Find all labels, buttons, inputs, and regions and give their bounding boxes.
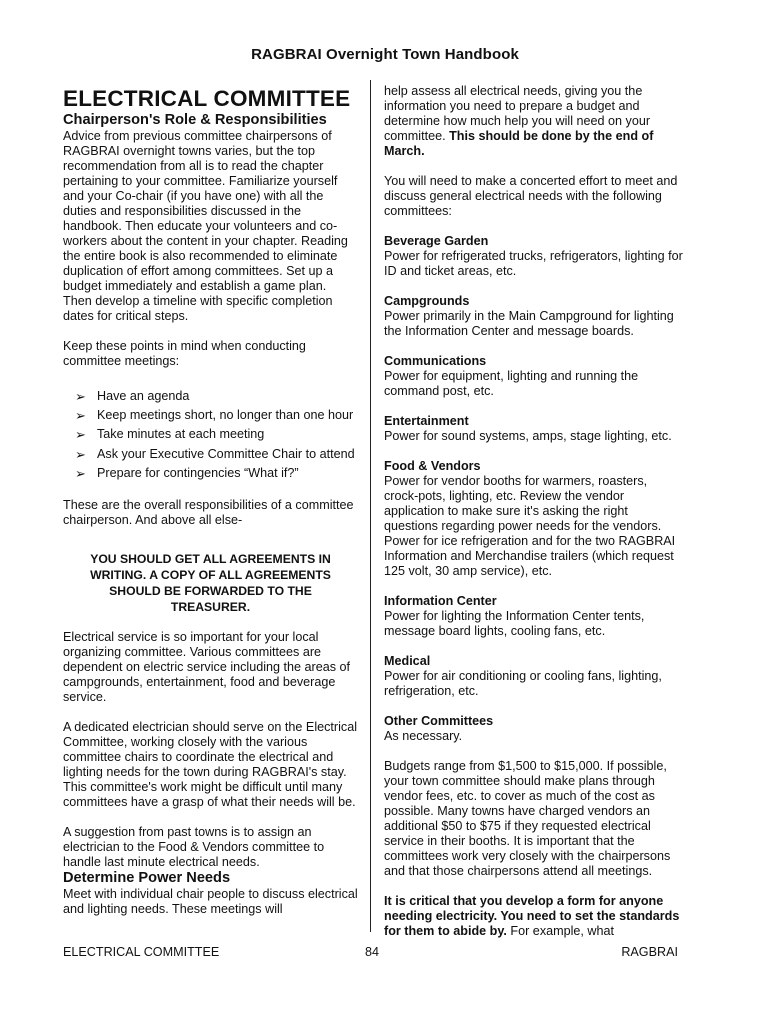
list-item-text: Take minutes at each meeting [97, 427, 265, 442]
right-column [384, 84, 684, 939]
arrow-bullet-icon: ➢ [75, 408, 86, 424]
paragraph-electrical-service: Electrical service is so important for your local organizing committee. Various committees are dependent on electric service including the areas of campgrounds, entertainment, food and beverage service. [63, 630, 351, 705]
list-item-text: Ask your Executive Committee Chair to attend [97, 446, 355, 461]
paragraph-responsibilities: These are the overall responsibilities of a committee chairperson. And above all else- [63, 498, 354, 528]
committee-description: Power for air conditioning or cooling fans, lighting, refrigeration, etc. [384, 669, 662, 698]
critical-form-emphasis: It is critical that you develop a form for anyone needing electricity. You need to set the standards for them to abide by. [384, 894, 680, 938]
committee-description: Power for sound systems, amps, stage lighting, etc. [384, 429, 672, 443]
paragraph-assess-needs [384, 84, 684, 159]
committee-heading: Entertainment [384, 414, 469, 428]
committee-heading: Information Center [384, 594, 497, 608]
list-item [75, 406, 358, 425]
deadline-emphasis: This should be done by the end of March. [384, 129, 654, 158]
agreements-notice: YOU SHOULD GET ALL AGREEMENTS IN WRITING. A COPY OF ALL AGREEMENTS SHOULD BE FORWARDED TO THE TREASURER. [90, 552, 331, 615]
committee-heading: Beverage Garden [384, 234, 489, 248]
committee-description: Power primarily in the Main Campground for lighting the Information Center and message boards. [384, 309, 674, 338]
section-heading-role: Chairperson's Role & Responsibilities [63, 112, 327, 128]
arrow-bullet-icon: ➢ [75, 389, 86, 404]
footer-publication: RAGBRAI [621, 945, 678, 959]
committee-description: As necessary. [384, 729, 463, 743]
list-item [75, 425, 358, 444]
meeting-points-list [63, 387, 358, 483]
paragraph-critical-form [384, 894, 684, 939]
paragraph-advice: Advice from previous committee chairpersons of RAGBRAI overnight towns varies, but the top recommendation from all is to read the chapter pertaining to your committee. Familiarize yourself and your Co-chair (if you have one) with all the duties and responsibilities discussed in the handbook. Then educate your volunteers and co-workers about the content in your chapter. Reading the entire book is also recommended to eliminate duplication of effort among committees. Set up a budget immediately and establish a game plan. Then develop a timeline with specific completion dates for critical steps. [63, 129, 348, 323]
paragraph-meet-chairs: Meet with individual chair people to discuss electrical and lighting needs. These meetings will [63, 887, 358, 917]
footer-page-number: 84 [365, 945, 380, 959]
list-item-text: Have an agenda [97, 389, 190, 403]
arrow-bullet-icon: ➢ [75, 427, 86, 443]
chapter-title: ELECTRICAL COMMITTEE [63, 86, 351, 111]
section-heading-power-needs: Determine Power Needs [63, 870, 231, 887]
assess-needs-text: help assess all electrical needs, giving you the information you need to prepare a budget and determine how much help you will need on your committee. [384, 84, 651, 143]
committee-description: Power for vendor booths for warmers, roasters, crock-pots, lighting, etc. Review the vendor application to make sure it's asking the right questions regarding power needs for the vendors. Power for ice refrigeration and for the two RAGBRAI Information and Merchandise trailers (which request 125 volt, 30 amp service), etc. [384, 474, 676, 578]
list-item [75, 464, 358, 483]
committee-description: Power for equipment, lighting and running the command post, etc. [384, 369, 639, 398]
footer-chapter-name: ELECTRICAL COMMITTEE [63, 945, 220, 959]
list-item-text: Prepare for contingencies “What if?” [97, 465, 299, 480]
committee-heading: Medical [384, 654, 431, 668]
committee-heading: Food & Vendors [384, 459, 481, 473]
committee-heading: Other Committees [384, 714, 494, 728]
committee-description: Power for lighting the Information Center tents, message board lights, cooling fans, etc. [384, 609, 645, 638]
paragraph-suggestion: A suggestion from past towns is to assign an electrician to the Food & Vendors committee to handle last minute electrical needs. [63, 825, 325, 870]
paragraph-committees-intro: You will need to make a concerted effort to meet and discuss general electrical needs with the following committees: [384, 174, 678, 218]
list-item [75, 445, 358, 464]
left-column [63, 86, 358, 917]
column-divider [370, 80, 371, 932]
paragraph-budgets: Budgets range from $1,500 to $15,000. If possible, your town committee should make plans through vendor fees, etc. to cover as much of the cost as possible. Many towns have charged vendors an additional $50 to $75 if they requested electrical service in their booths. It is important that the committees work very closely with the chairpersons and that those chairpersons attend all meetings. [384, 759, 671, 878]
paragraph-meetings-intro: Keep these points in mind when conducting committee meetings: [63, 339, 306, 368]
committee-heading: Communications [384, 354, 487, 368]
critical-form-text: For example, what [506, 924, 615, 938]
list-item-text: Keep meetings short, no longer than one hour [97, 408, 354, 423]
paragraph-dedicated-electrician: A dedicated electrician should serve on the Electrical Committee, working closely with the various committee chairs to coordinate the electrical and lighting needs for the town during RAGBRAI's stay. This committee's work might be difficult until many committees have a grasp of what their needs will be. [63, 720, 358, 810]
arrow-bullet-icon: ➢ [75, 446, 86, 462]
list-item [75, 387, 358, 406]
arrow-bullet-icon: ➢ [75, 465, 86, 481]
running-head: RAGBRAI Overnight Town Handbook [251, 46, 519, 63]
committee-description: Power for refrigerated trucks, refrigerators, lighting for ID and ticket areas, etc. [384, 249, 683, 278]
committee-heading: Campgrounds [384, 294, 470, 308]
